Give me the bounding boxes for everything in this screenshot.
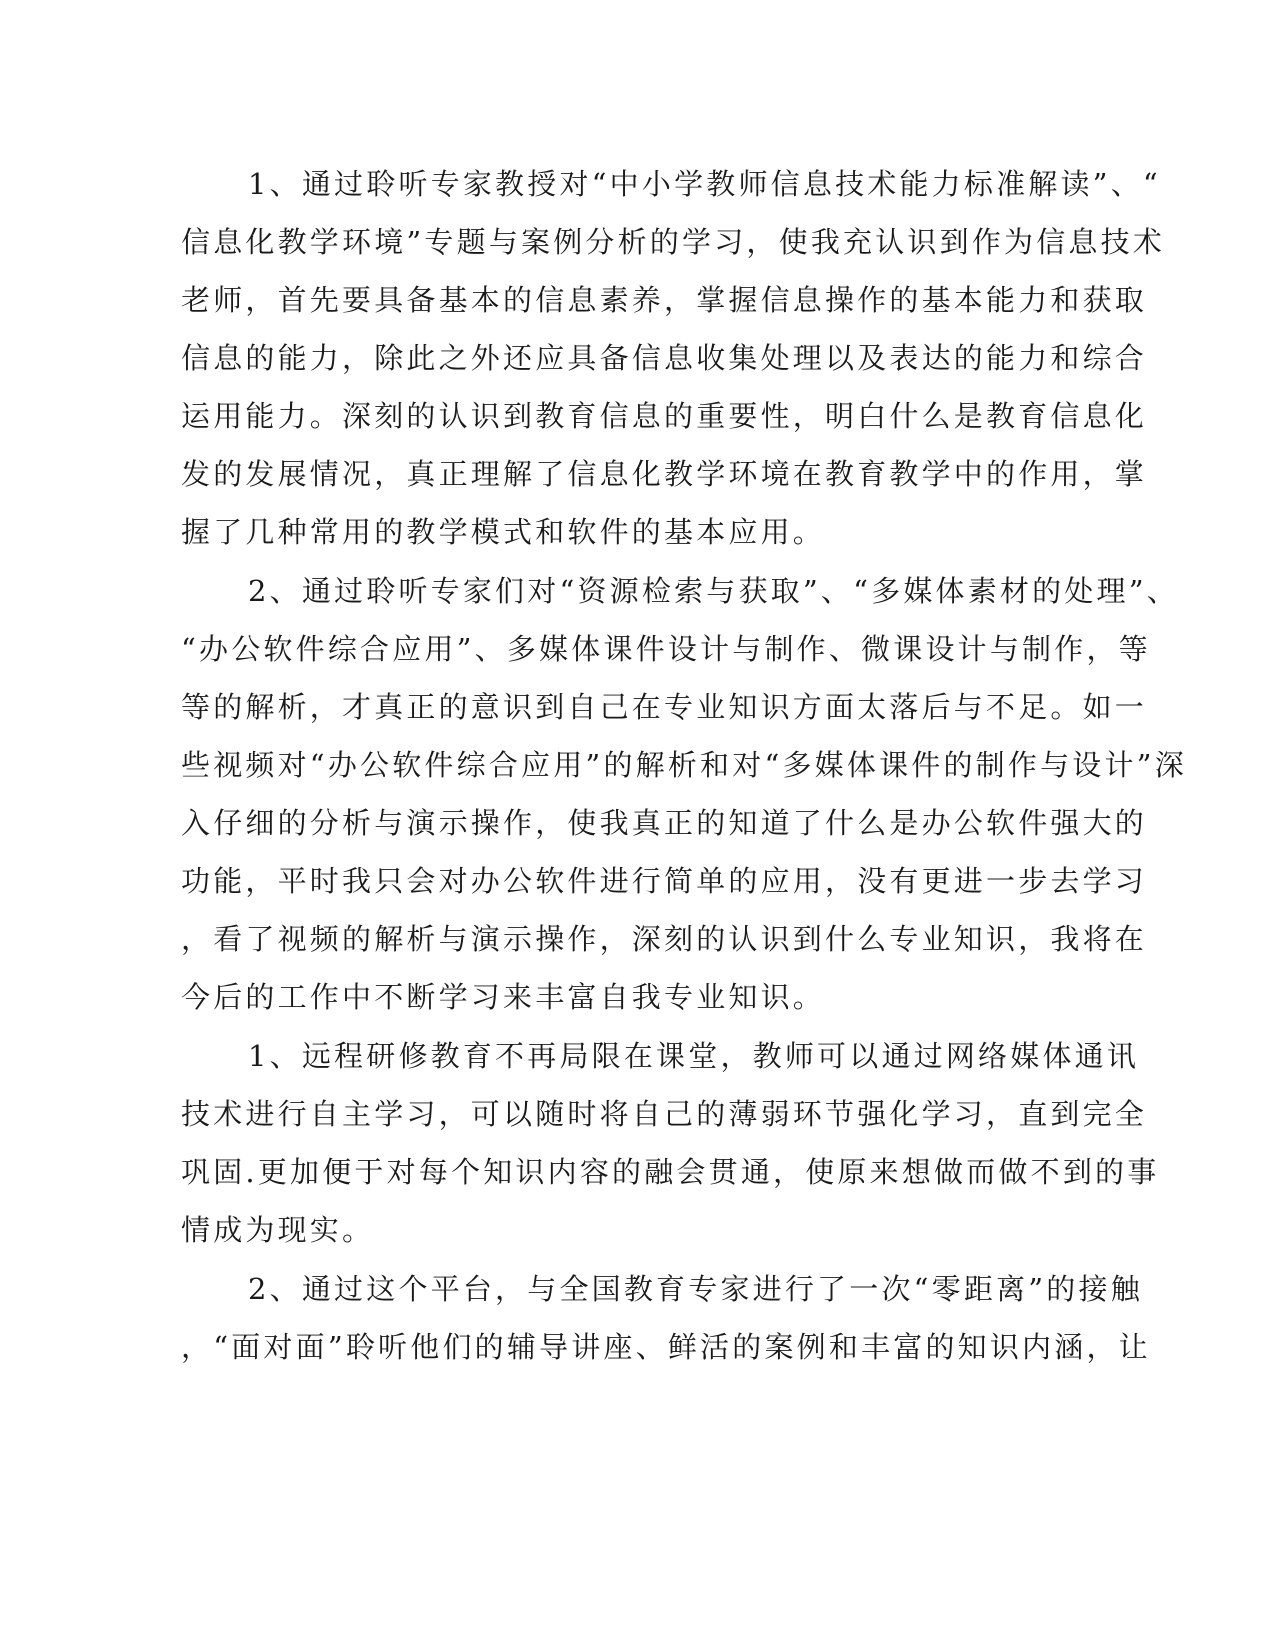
paragraph-2-line-5: 入仔细的分析与演示操作，使我真正的知道了什么是办公软件强大的 [181, 806, 1148, 840]
paragraph-1-line-3: 老师，首先要具备基本的信息素养，掌握信息操作的基本能力和获取 [181, 283, 1148, 317]
paragraph-4-line-1: 2、通过这个平台，与全国教育专家进行了一次“零距离”的接触 [248, 1272, 1143, 1306]
paragraph-1-line-1: 1、通过聆听专家教授对“中小学教师信息技术能力标准解读”、“ [248, 167, 1161, 201]
paragraph-1-line-4: 信息的能力，除此之外还应具备信息收集处理以及表达的能力和综合 [181, 341, 1148, 375]
paragraph-2-line-3: 等的解析，才真正的意识到自己在专业知识方面太落后与不足。如一 [181, 690, 1148, 724]
paragraph-2-line-6: 功能，平时我只会对办公软件进行简单的应用，没有更进一步去学习 [181, 864, 1148, 898]
paragraph-3-line-4: 情成为现实。 [181, 1213, 375, 1247]
paragraph-2-line-1: 2、通过聆听专家们对“资源检索与获取”、“多媒体素材的处理”、 [248, 574, 1179, 608]
paragraph-3-line-1: 1、远程研修教育不再局限在课堂，教师可以通过网络媒体通讯 [248, 1039, 1140, 1073]
paragraph-2-line-2: “办公软件综合应用”、多媒体课件设计与制作、微课设计与制作，等 [181, 632, 1151, 666]
paragraph-3-line-3: 巩固.更加便于对每个知识内容的融会贯通，使原来想做而做不到的事 [181, 1155, 1160, 1189]
paragraph-2-line-4: 些视频对“办公软件综合应用”的解析和对“多媒体课件的制作与设计”深 [181, 748, 1187, 782]
paragraph-2-line-7: ，看了视频的解析与演示操作，深刻的认识到什么专业知识，我将在 [181, 922, 1148, 956]
paragraph-3-line-2: 技术进行自主学习，可以随时将自己的薄弱环节强化学习，直到完全 [181, 1097, 1148, 1131]
paragraph-2-line-8: 今后的工作中不断学习来丰富自我专业知识。 [181, 980, 826, 1014]
paragraph-1-line-7: 握了几种常用的教学模式和软件的基本应用。 [181, 515, 826, 549]
paragraph-1-line-2: 信息化教学环境”专题与案例分析的学习，使我充认识到作为信息技术 [181, 225, 1166, 259]
paragraph-1-line-5: 运用能力。深刻的认识到教育信息的重要性，明白什么是教育信息化 [181, 399, 1148, 433]
paragraph-4-line-2: ，“面对面”聆听他们的辅导讲座、鲜活的案例和丰富的知识内涵，让 [181, 1330, 1151, 1364]
paragraph-1-line-6: 发的发展情况，真正理解了信息化教学环境在教育教学中的作用，掌 [181, 457, 1148, 491]
